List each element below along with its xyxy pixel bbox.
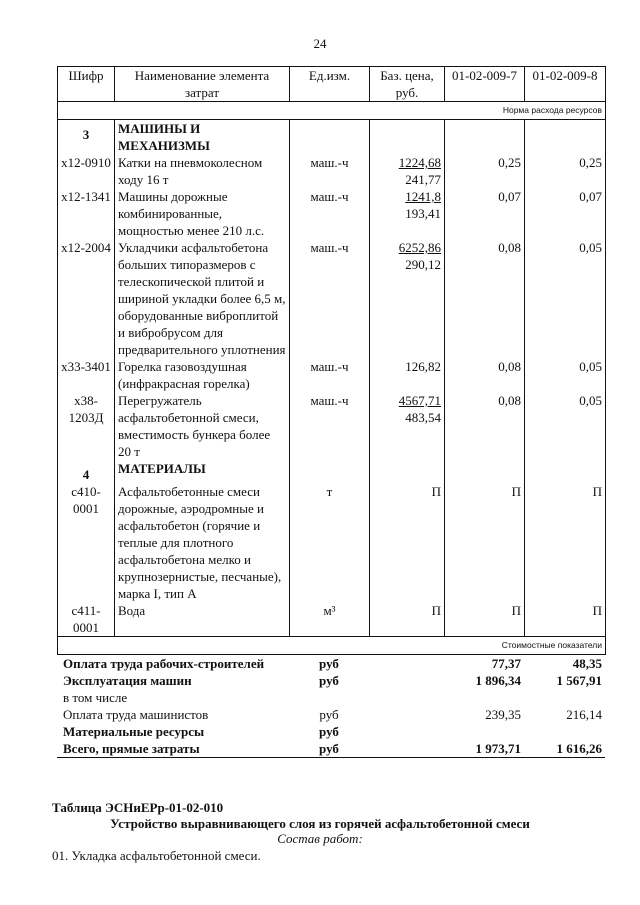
base-price: 6252,86 — [398, 240, 441, 255]
cost-value-7: 239,35 — [485, 707, 521, 722]
cost-unit: руб — [319, 673, 339, 688]
resource-code: х12-2004 — [58, 239, 115, 358]
cost-label: Всего, прямые затраты — [57, 740, 289, 758]
base-price-cell — [370, 392, 445, 460]
base-price-cell — [370, 358, 445, 392]
resource-unit: маш.-ч — [290, 392, 370, 460]
resource-code: с410-0001 — [58, 483, 115, 602]
norm-value-8: 0,05 — [525, 392, 606, 460]
section-number: 3 — [58, 120, 115, 155]
resource-name: Машины дорожные комбинированные, мощностью менее 210 л.с. — [115, 188, 290, 239]
resource-name: Вода — [115, 602, 290, 637]
base-price-secondary: 193,41 — [405, 206, 441, 221]
cost-row — [57, 689, 605, 706]
norm-value-7: П — [445, 483, 525, 602]
base-price: 1241,8 — [405, 189, 441, 204]
norm-band-label: Норма расхода ресурсов — [58, 102, 606, 120]
base-price-cell — [370, 239, 445, 358]
resource-code: х12-1341 — [58, 188, 115, 239]
resource-name: Перегружатель асфальтобетонной смеси, вместимость бункера более 20 т — [115, 392, 290, 460]
resource-code: с411-0001 — [58, 602, 115, 637]
empty-cell — [369, 740, 444, 758]
norm-value-7: 0,25 — [445, 154, 525, 188]
empty-cell — [525, 460, 606, 483]
norm-value-7: 0,08 — [445, 392, 525, 460]
cost-label: Материальные ресурсы — [63, 724, 205, 739]
base-price-secondary: 241,77 — [405, 172, 441, 187]
base-price: 4567,71 — [398, 393, 441, 408]
cost-value-8 — [524, 689, 605, 706]
empty-cell — [370, 460, 445, 483]
section-number: 4 — [58, 460, 115, 483]
empty-cell — [445, 120, 525, 155]
table-row — [58, 188, 606, 239]
empty-cell — [370, 120, 445, 155]
cost-label: Эксплуатация машин — [63, 673, 192, 688]
cost-label: Оплата труда машинистов — [63, 707, 209, 722]
base-price-cell — [370, 602, 445, 637]
norm-value-7: 0,08 — [445, 358, 525, 392]
table-header-row — [58, 67, 606, 102]
resource-unit: маш.-ч — [290, 188, 370, 239]
cost-unit: руб — [289, 740, 369, 758]
cost-value-7 — [444, 723, 524, 740]
cost-row — [57, 706, 605, 723]
cost-label: Оплата труда рабочих-строителей — [63, 656, 265, 671]
works-title: Состав работ: — [277, 831, 363, 846]
resource-code: х12-0910 — [58, 154, 115, 188]
section-title: МАШИНЫ И МЕХАНИЗМЫ — [115, 120, 290, 155]
cost-value-8: 1 616,26 — [524, 740, 605, 758]
base-price-cell — [370, 188, 445, 239]
cost-value-7 — [444, 689, 524, 706]
resource-unit: м³ — [290, 602, 370, 637]
cost-value-8: 216,14 — [566, 707, 602, 722]
cost-unit — [289, 689, 369, 706]
resource-unit: маш.-ч — [290, 358, 370, 392]
norm-band-row — [58, 102, 606, 120]
empty-cell — [369, 723, 444, 740]
section-row — [58, 120, 606, 155]
empty-cell — [369, 672, 444, 689]
table-row — [58, 358, 606, 392]
resource-unit: маш.-ч — [290, 154, 370, 188]
header-col-7: 01-02-009-7 — [445, 67, 525, 102]
cost-band-row — [58, 637, 606, 655]
table-row — [58, 392, 606, 460]
cost-unit: руб — [319, 724, 339, 739]
empty-cell — [290, 460, 370, 483]
table-row — [58, 239, 606, 358]
resource-code: х33-3401 — [58, 358, 115, 392]
resource-unit: маш.-ч — [290, 239, 370, 358]
empty-cell — [445, 460, 525, 483]
header-col-8: 01-02-009-8 — [525, 67, 606, 102]
empty-cell — [369, 706, 444, 723]
norm-value-8: 0,05 — [525, 358, 606, 392]
cost-value-8: 1 567,91 — [556, 673, 602, 688]
base-price-cell — [370, 483, 445, 602]
section-row — [58, 460, 606, 483]
header-price: Баз. цена, руб. — [370, 67, 445, 102]
empty-cell — [525, 120, 606, 155]
base-price: П — [431, 484, 441, 499]
base-price: 1224,68 — [398, 155, 441, 170]
base-price: П — [431, 603, 441, 618]
empty-cell — [290, 120, 370, 155]
cost-table — [57, 655, 605, 758]
cost-label: в том числе — [63, 690, 128, 705]
resource-name: Горелка газовоздушная (инфракрасная горелка) — [115, 358, 290, 392]
cost-value-7: 77,37 — [491, 656, 521, 671]
table-row — [58, 483, 606, 602]
table-subtitle: Устройство выравнивающего слоя из горячей асфальтобетонной смеси — [110, 816, 530, 831]
norm-value-8: П — [525, 483, 606, 602]
cost-unit: руб — [319, 656, 339, 671]
table-title: Таблица ЭСНиЕРр-01-02-010 — [52, 800, 224, 815]
norm-value-7: 0,08 — [445, 239, 525, 358]
resource-name: Катки на пневмоколесном ходу 16 т — [115, 154, 290, 188]
header-unit: Ед.изм. — [290, 67, 370, 102]
empty-cell — [369, 689, 444, 706]
cost-value-8: 48,35 — [572, 656, 602, 671]
cost-value-7: 1 973,71 — [444, 740, 524, 758]
cost-value-8 — [524, 723, 605, 740]
base-price-secondary: 483,54 — [405, 410, 441, 425]
base-price-cell — [370, 154, 445, 188]
cost-row — [57, 672, 605, 689]
resource-name: Асфальтобетонные смеси дорожные, аэродромные и асфальтобетон (горячие и теплые для плотного асфальтобетона мелко и крупнозернистые, песчаные), марка I, тип А — [115, 483, 290, 602]
base-price: 126,82 — [405, 359, 441, 374]
cost-row — [57, 655, 605, 672]
page-number: 24 — [313, 36, 327, 51]
resource-unit: т — [290, 483, 370, 602]
section-title: МАТЕРИАЛЫ — [115, 460, 290, 483]
header-code: Шифр — [58, 67, 115, 102]
norm-value-8: 0,25 — [525, 154, 606, 188]
resource-name: Укладчики асфальтобетона больших типоразмеров с телескопической плитой и шириной укладки более 6,5 м, оборудованные виброплитой и вибробрусом для предварительного уплотнения — [115, 239, 290, 358]
norm-value-7: П — [445, 602, 525, 637]
base-price-secondary: 290,12 — [405, 257, 441, 272]
resource-code: х38-1203Д — [58, 392, 115, 460]
cost-value-7: 1 896,34 — [475, 673, 521, 688]
header-name: Наименование элемента затрат — [115, 67, 290, 102]
table-row — [58, 154, 606, 188]
cost-band-label: Стоимостные показатели — [58, 637, 606, 655]
work-item: 01. Укладка асфальтобетонной смеси. — [52, 848, 261, 863]
cost-row — [57, 723, 605, 740]
norm-value-8: 0,07 — [525, 188, 606, 239]
norm-value-8: П — [525, 602, 606, 637]
resource-table — [57, 66, 606, 655]
empty-cell — [369, 655, 444, 672]
norm-value-8: 0,05 — [525, 239, 606, 358]
table-row — [58, 602, 606, 637]
cost-row — [57, 740, 605, 758]
norm-value-7: 0,07 — [445, 188, 525, 239]
cost-unit: руб — [319, 707, 339, 722]
